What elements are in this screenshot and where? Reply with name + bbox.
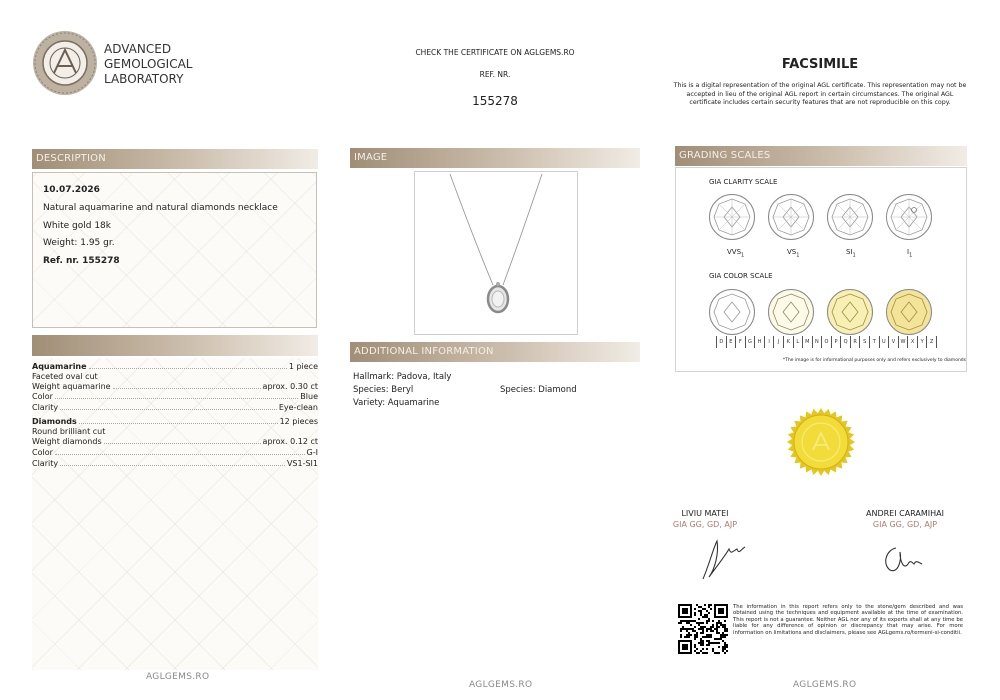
color-grade-o: O [822,336,832,348]
aquamarine-weight-label: Weight aquamarine [32,382,111,391]
diamonds-clarity-row [32,459,318,469]
color-grade-k: K [784,336,794,348]
hallmark-text: Hallmark: Padova, Italy [353,372,452,382]
necklace-picture [415,172,577,334]
description-weight: Weight: 1.95 gr. [43,238,115,248]
product-image [414,171,578,335]
clarity-scale-title: GIA CLARITY SCALE [709,178,778,186]
clarity-gem-vs [768,194,814,240]
color-grade-w: W [899,336,909,348]
color-grade-v: V [889,336,899,348]
color-scale-bar [716,336,937,348]
description-box [32,172,317,328]
clarity-label-si-text: SI [846,248,853,256]
clarity-label-vs-text: VS [787,248,797,256]
color-grade-r: R [851,336,861,348]
color-grade-h: H [755,336,765,348]
diamonds-color-value: G-I [306,448,318,457]
diamonds-color-label: Color [32,448,53,457]
stones-panel [32,358,318,670]
species-diamond: Species: Diamond [500,385,577,395]
color-gem-faint [827,289,873,335]
species-beryl: Species: Beryl [353,385,414,395]
footer-middle: AGLGEMS.RO [469,680,533,690]
lab-name-line3: LABORATORY [104,72,184,86]
description-date: 10.07.2026 [43,185,100,195]
aquamarine-clarity-value: Eye-clean [278,403,318,412]
image-header: IMAGE [350,148,640,168]
description-ref: Ref. nr. 155278 [43,256,120,266]
aquamarine-cut-row [32,372,318,382]
stones-header-bar [32,335,318,356]
diamonds-cut-row [32,427,318,437]
signer-right-title: GIA GG, GD, AJP [872,520,938,529]
color-grade-n: N [813,336,823,348]
clarity-label-si-sub: 1 [852,252,856,259]
clarity-label-vs-sub: 1 [796,252,800,259]
color-grade-s: S [860,336,870,348]
color-gem-near-colorless [768,289,814,335]
color-grade-e: E [727,336,737,348]
diamonds-name: Diamonds [32,417,77,426]
facsimile-text: This is a digital representation of the original AGL certificate. This representation may not be accepted in lieu of the original AGL report in certain circumstances. The original AGL certificate includes certain security features that are not reproducible on this copy. [673,82,967,106]
diamonds-weight-label: Weight diamonds [32,437,102,446]
color-grade-d: D [717,336,727,348]
diamonds-weight-value: aprox. 0.12 ct [262,437,318,446]
description-item: Natural aquamarine and natural diamonds necklace [43,203,278,213]
clarity-label-si [846,248,856,258]
color-grade-g: G [746,336,756,348]
check-certificate-text: CHECK THE CERTIFICATE ON AGLGEMS.RO [415,48,575,57]
aquamarine-cut: Faceted oval cut [32,372,98,381]
signature-right [876,540,936,584]
aquamarine-name: Aquamarine [32,362,87,371]
description-metal: White gold 18k [43,221,111,231]
clarity-label-i-sub: 1 [909,252,913,259]
color-gem-colorless [709,289,755,335]
clarity-label-i [907,248,912,258]
color-grade-m: M [803,336,813,348]
gold-seal [786,407,856,477]
aquamarine-clarity-label: Clarity [32,403,59,412]
color-grade-p: P [832,336,842,348]
disclaimer-text: The information in this report refers only to the stone/gem described and was obtained using the techniques and equipment available at the time of examination. This report is not a guarantee. Neither AGL nor any of its experts shall at any time be liable for any difference of opinion or discrepancy that may arise. For more information on limitations and disclaimers, please see AGLgems.ro/termeni-si-conditii. [733,604,963,636]
lab-name-line1: ADVANCED [104,42,172,56]
description-header: DESCRIPTION [32,149,318,169]
aquamarine-weight-row [32,382,318,392]
clarity-label-vvs-sub: 1 [741,252,745,259]
grading-scales-header: GRADING SCALES [675,146,967,166]
variety-text: Variety: Aquamarine [353,398,440,408]
grading-note: *The image is for informational purposes only and refers exclusively to diamonds [782,358,966,363]
diamonds-color-row [32,448,318,458]
clarity-gem-si [827,194,873,240]
color-grade-f: F [736,336,746,348]
clarity-gem-vvs [709,194,755,240]
lab-seal-logo [32,30,98,96]
lab-name-line2: GEMOLOGICAL [104,57,193,71]
signature-left [695,535,755,589]
clarity-label-i-text: I [907,248,910,256]
color-grade-j: J [774,336,784,348]
diamonds-weight-row [32,437,318,447]
signer-left-name: LIVIU MATEI [681,509,729,518]
color-grade-i: I [765,336,775,348]
color-grade-x: X [908,336,918,348]
qr-code [678,604,728,654]
color-gem-light [886,289,932,335]
color-grade-q: Q [841,336,851,348]
aquamarine-row [32,362,318,372]
diamonds-row [32,417,318,427]
color-scale-title: GIA COLOR SCALE [709,272,773,280]
aquamarine-weight-value: aprox. 0.30 ct [262,382,318,391]
aquamarine-color-value: Blue [300,392,318,401]
ref-number: 155278 [472,94,518,108]
color-grade-t: T [870,336,880,348]
lab-name [104,42,193,87]
signer-left-title: GIA GG, GD, AJP [672,520,738,529]
ref-label: REF. NR. [479,70,511,79]
clarity-label-vvs-text: VVS [727,248,742,256]
aquamarine-count: 1 piece [288,362,318,371]
facsimile-title: FACSIMILE [781,57,859,72]
diamonds-count: 12 pieces [279,417,318,426]
diamonds-clarity-value: VS1-SI1 [286,459,318,468]
color-grade-z: Z [927,336,937,348]
aquamarine-color-label: Color [32,392,53,401]
color-grade-l: L [794,336,804,348]
clarity-label-vs [787,248,799,258]
clarity-gem-i [886,194,932,240]
diamonds-clarity-label: Clarity [32,459,59,468]
diamonds-cut: Round brilliant cut [32,427,106,436]
signer-right-name: ANDREI CARAMIHAI [865,509,944,518]
grading-scales-box [675,167,967,372]
additional-info-header: ADDITIONAL INFORMATION [350,342,640,362]
aquamarine-color-row [32,392,318,402]
footer-right: AGLGEMS.RO [793,680,857,690]
color-grade-u: U [880,336,890,348]
clarity-label-vvs [727,248,744,258]
aquamarine-clarity-row [32,403,318,413]
color-grade-y: Y [918,336,928,348]
footer-left: AGLGEMS.RO [146,672,210,682]
